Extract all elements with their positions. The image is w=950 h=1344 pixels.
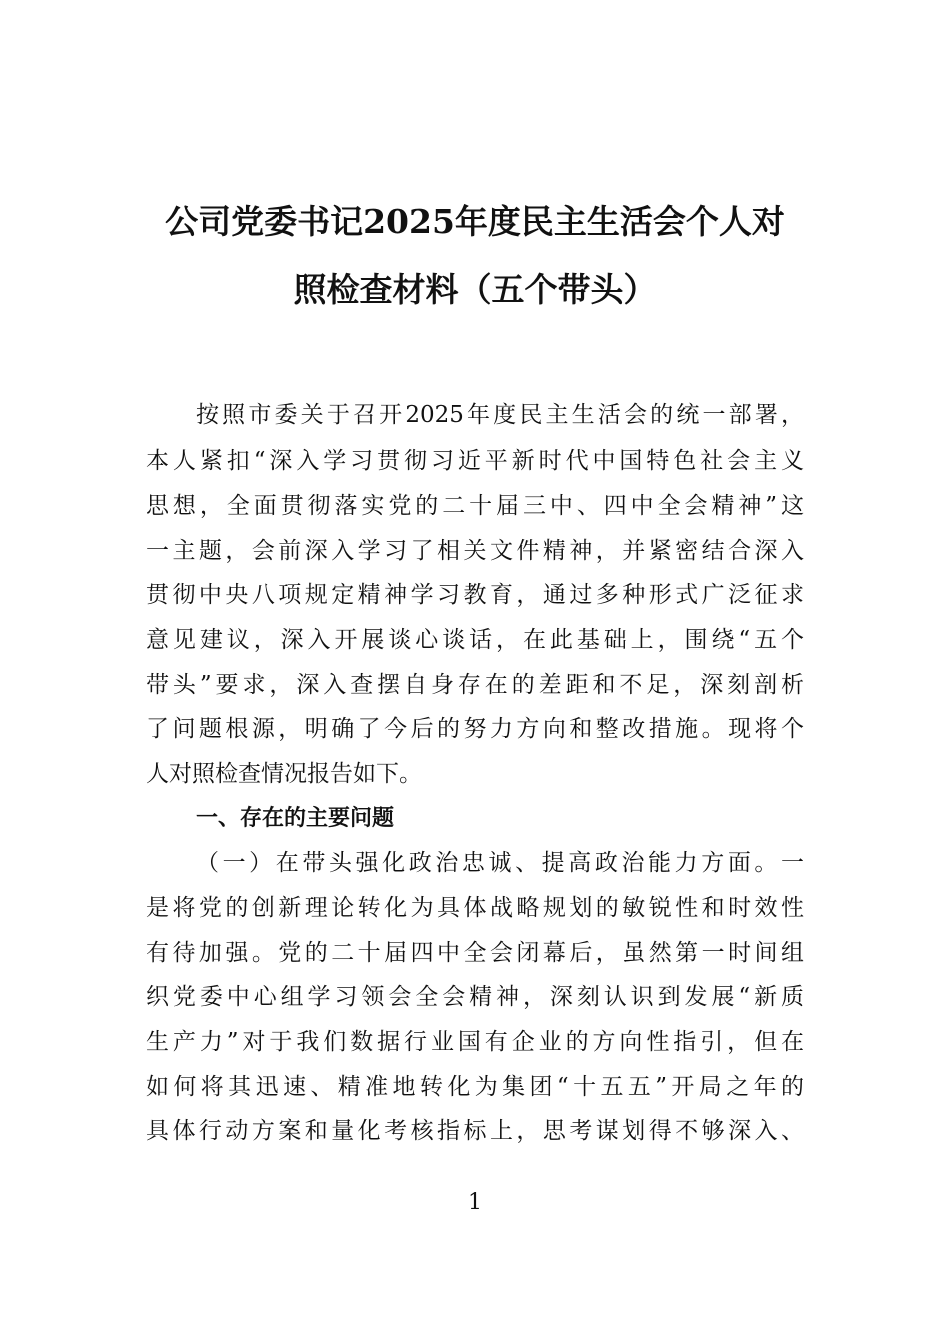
- section-paragraph-line: （一）在带头强化政治忠诚、提高政治能力方面。一: [196, 850, 804, 876]
- section-paragraph-line: 生产力”对于我们数据行业国有企业的方向性指引，但在: [146, 1029, 804, 1055]
- section-heading: 一、存在的主要问题: [196, 806, 395, 831]
- intro-paragraph-line: 按照市委关于召开2025年度民主生活会的统一部署，: [196, 402, 804, 428]
- section-paragraph-line: 是将党的创新理论转化为具体战略规划的敏锐性和时效性: [146, 895, 804, 921]
- document-title-line-1: 公司党委书记2025年度民主生活会个人对: [165, 202, 785, 241]
- section-paragraph-line: 有待加强。党的二十届四中全会闭幕后，虽然第一时间组: [146, 940, 804, 966]
- intro-paragraph-line: 人对照检查情况报告如下。: [146, 761, 422, 787]
- section-paragraph-line: 织党委中心组学习领会全会精神，深刻认识到发展“新质: [146, 984, 804, 1010]
- section-paragraph-line: 具体行动方案和量化考核指标上，思考谋划得不够深入、: [146, 1118, 804, 1144]
- page-number: 1: [468, 1190, 482, 1215]
- intro-paragraph-line: 一主题，会前深入学习了相关文件精神，并紧密结合深入: [146, 538, 804, 564]
- intro-paragraph-line: 思想，全面贯彻落实党的二十届三中、四中全会精神”这: [146, 493, 804, 519]
- intro-paragraph-line: 贯彻中央八项规定精神学习教育，通过多种形式广泛征求: [146, 582, 804, 608]
- intro-paragraph-line: 带头”要求，深入查摆自身存在的差距和不足，深刻剖析: [146, 672, 804, 698]
- section-paragraph-line: 如何将其迅速、精准地转化为集团“十五五”开局之年的: [146, 1074, 804, 1100]
- document-title-line-2: 照检查材料（五个带头）: [293, 270, 657, 309]
- intro-paragraph-line: 意见建议，深入开展谈心谈话，在此基础上，围绕“五个: [146, 627, 804, 653]
- intro-paragraph-line: 了问题根源，明确了今后的努力方向和整改措施。现将个: [146, 716, 804, 742]
- intro-paragraph-line: 本人紧扣“深入学习贯彻习近平新时代中国特色社会主义: [146, 448, 804, 474]
